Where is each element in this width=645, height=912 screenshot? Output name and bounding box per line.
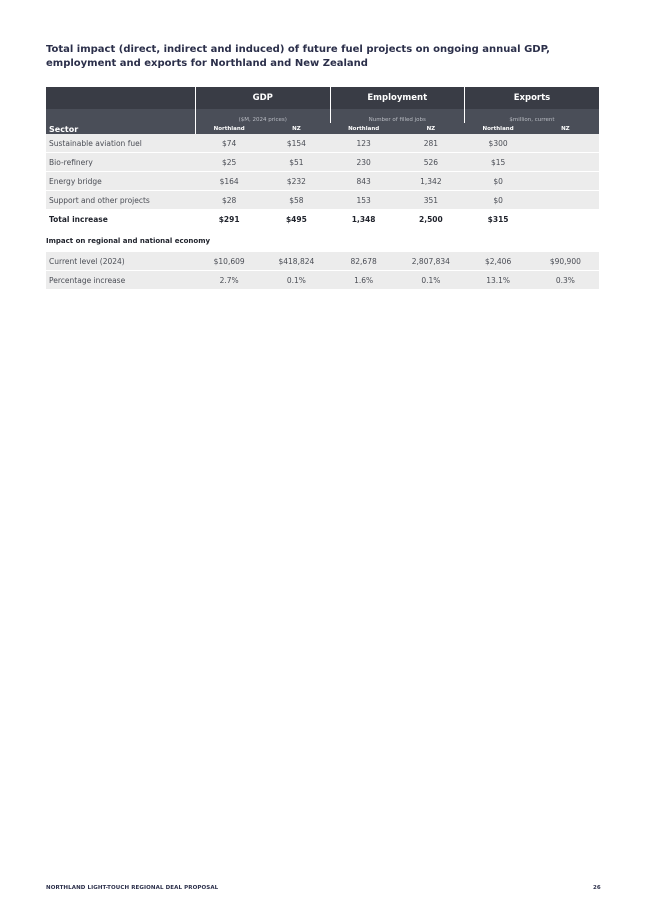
- row-sector-label: Sustainable aviation fuel: [46, 134, 196, 153]
- cell-exports-nz: [532, 191, 599, 210]
- column-header-northland: Northland: [464, 123, 531, 134]
- cell-employment-nz: 0.1%: [397, 271, 464, 290]
- cell-gdp-northland: $28: [196, 191, 263, 210]
- cell-exports-nz: 0.3%: [532, 271, 599, 290]
- cell-employment-northland: 1.6%: [330, 271, 397, 290]
- sector-column-header: Sector: [46, 109, 196, 134]
- group-header-row: [46, 87, 599, 109]
- cell-employment-nz: 281: [397, 134, 464, 153]
- cell-gdp-northland: $164: [196, 172, 263, 191]
- group-header-employment: Employment: [330, 87, 464, 109]
- cell-gdp-nz: $232: [263, 172, 330, 191]
- cell-employment-northland: 123: [330, 134, 397, 153]
- cell-exports-northland: $0: [464, 191, 531, 210]
- group-subheader-exports: $million, current: [464, 109, 599, 123]
- table-row: [46, 191, 599, 210]
- group-subheader-employment: Number of filled jobs: [330, 109, 464, 123]
- total-gdp-nz: $495: [263, 210, 330, 229]
- column-header-northland: Northland: [196, 123, 263, 134]
- cell-exports-nz: $90,900: [532, 252, 599, 271]
- total-exports-northland: $315: [464, 210, 531, 229]
- cell-exports-nz: [532, 172, 599, 191]
- total-employment-northland: 1,348: [330, 210, 397, 229]
- cell-exports-northland: $15: [464, 153, 531, 172]
- cell-gdp-northland: $74: [196, 134, 263, 153]
- row-sector-label: Current level (2024): [46, 252, 196, 271]
- table-row: [46, 271, 599, 290]
- impact-section-heading: Impact on regional and national economy: [46, 236, 211, 245]
- section-heading-row: [46, 229, 599, 253]
- cell-exports-northland: $0: [464, 172, 531, 191]
- column-header-nz: NZ: [397, 123, 464, 134]
- table-row: [46, 153, 599, 172]
- cell-employment-northland: 843: [330, 172, 397, 191]
- cell-gdp-nz: $154: [263, 134, 330, 153]
- cell-employment-northland: 153: [330, 191, 397, 210]
- cell-employment-northland: 230: [330, 153, 397, 172]
- cell-gdp-nz: $418,824: [263, 252, 330, 271]
- cell-gdp-nz: $51: [263, 153, 330, 172]
- cell-exports-northland: $2,406: [464, 252, 531, 271]
- total-employment-nz: 2,500: [397, 210, 464, 229]
- cell-exports-nz: [532, 134, 599, 153]
- impact-table: [46, 87, 599, 290]
- cell-exports-northland: 13.1%: [464, 271, 531, 290]
- cell-gdp-nz: $58: [263, 191, 330, 210]
- table-row: [46, 172, 599, 191]
- page-title: Total impact (direct, indirect and induced) of future fuel projects on ongoing annual GDP, employment and exports for Northland and New Zealand: [46, 44, 550, 69]
- group-subheader-gdp: ($M, 2024 prices): [196, 109, 330, 123]
- cell-exports-northland: $300: [464, 134, 531, 153]
- cell-gdp-nz: 0.1%: [263, 271, 330, 290]
- group-subheader-row: [46, 109, 599, 123]
- sector-header-blank: [46, 87, 196, 109]
- group-header-exports: Exports: [464, 87, 599, 109]
- cell-gdp-northland: $10,609: [196, 252, 263, 271]
- column-header-nz: NZ: [532, 123, 599, 134]
- cell-gdp-northland: $25: [196, 153, 263, 172]
- cell-employment-northland: 82,678: [330, 252, 397, 271]
- cell-gdp-northland: 2.7%: [196, 271, 263, 290]
- row-sector-label: Support and other projects: [46, 191, 196, 210]
- cell-employment-nz: 351: [397, 191, 464, 210]
- table-row: [46, 134, 599, 153]
- total-label: Total increase: [46, 210, 196, 229]
- group-header-gdp: GDP: [196, 87, 330, 109]
- table-row: [46, 252, 599, 271]
- row-sector-label: Energy bridge: [46, 172, 196, 191]
- footer-document-title: NORTHLAND LIGHT-TOUCH REGIONAL DEAL PROPOSAL: [46, 885, 219, 891]
- cell-exports-nz: [532, 153, 599, 172]
- cell-employment-nz: 1,342: [397, 172, 464, 191]
- total-gdp-northland: $291: [196, 210, 263, 229]
- total-exports-nz: [532, 210, 599, 229]
- total-row: [46, 210, 599, 229]
- cell-employment-nz: 2,807,834: [397, 252, 464, 271]
- page-number: 26: [593, 885, 601, 891]
- column-header-northland: Northland: [330, 123, 397, 134]
- cell-employment-nz: 526: [397, 153, 464, 172]
- column-header-nz: NZ: [263, 123, 330, 134]
- row-sector-label: Percentage increase: [46, 271, 196, 290]
- row-sector-label: Bio-refinery: [46, 153, 196, 172]
